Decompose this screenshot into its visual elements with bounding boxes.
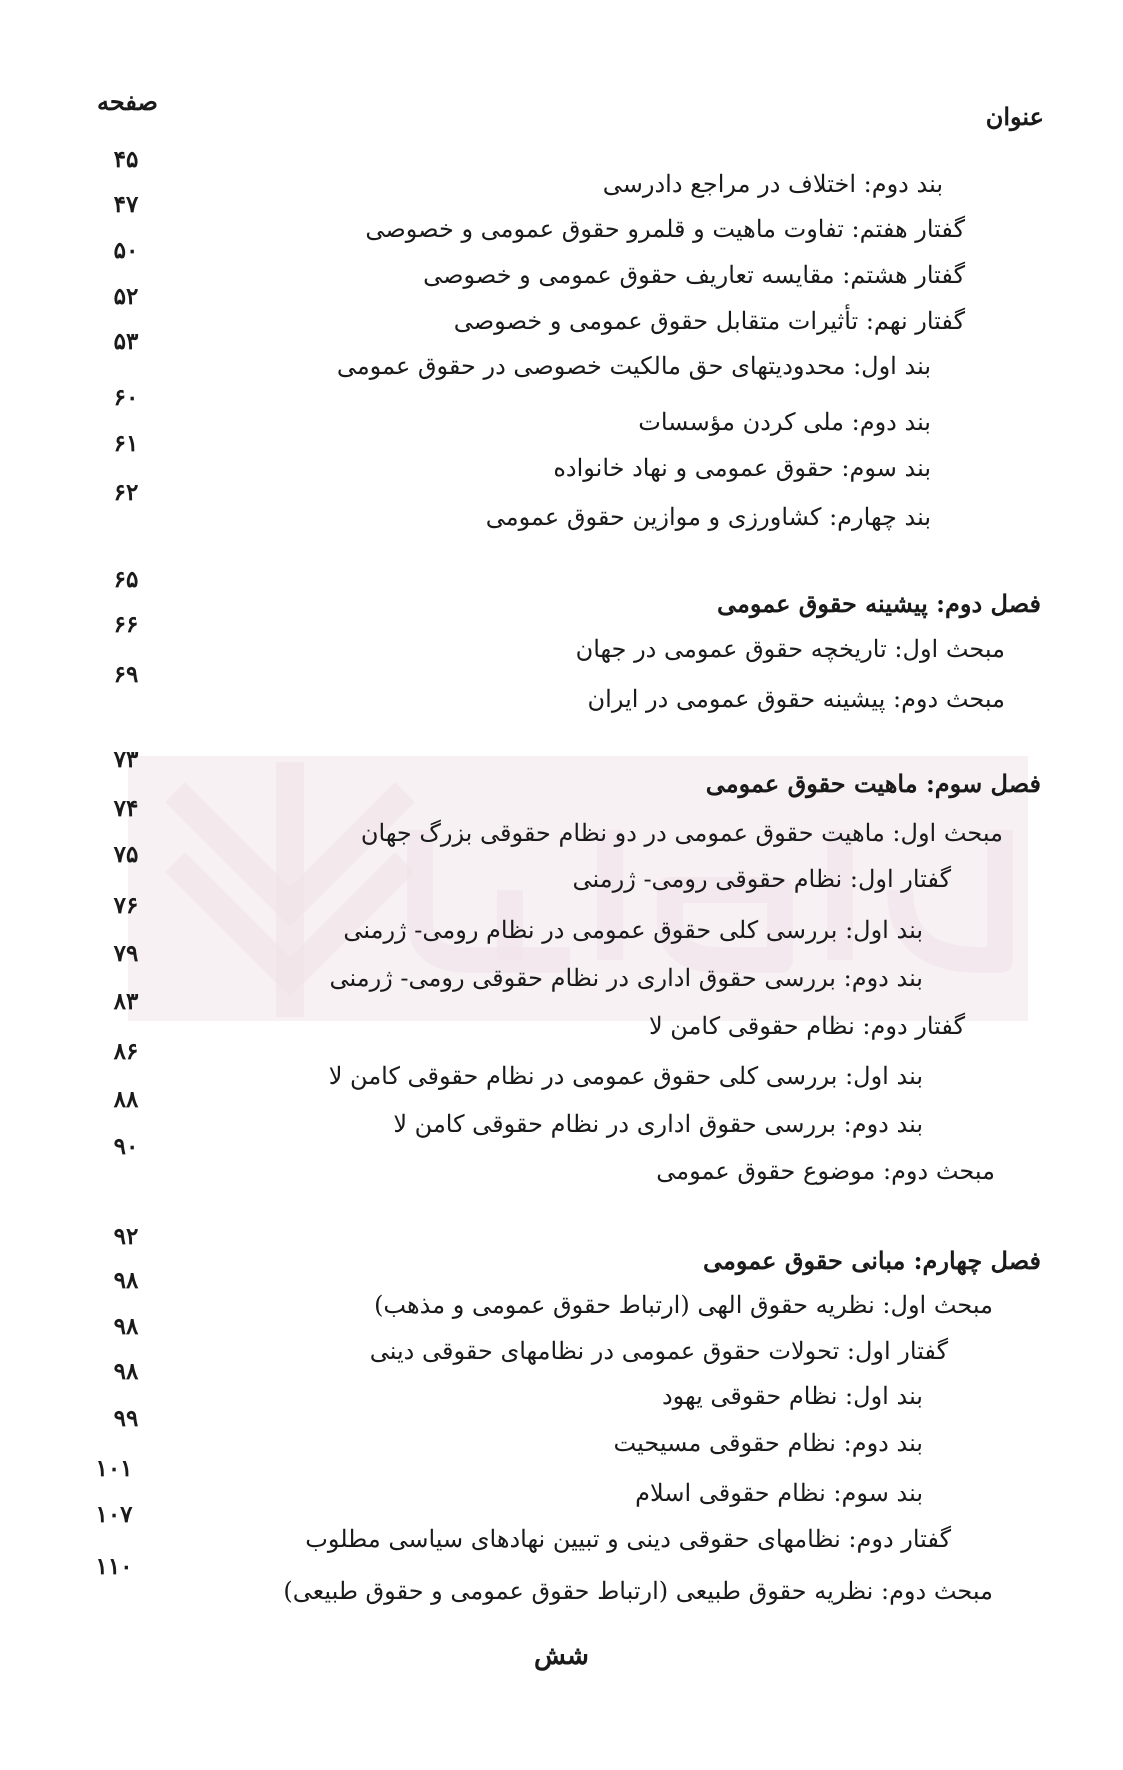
entry-title: گفتار هشتم: مقایسه تعاریف حقوق عمومی و خصوصی xyxy=(423,261,965,289)
toc-chapter xyxy=(0,566,1123,625)
entry-title: بند اول: نظام حقوقی یهود xyxy=(661,1382,923,1410)
entry-title: گفتار اول: تحولات حقوق عمومی در نظامهای حقوقی دینی xyxy=(369,1337,948,1365)
entry-title: بند اول: محدودیتهای حق مالکیت خصوصی در حقوق عمومی xyxy=(336,352,931,380)
toc-entry xyxy=(0,146,1123,205)
entry-page-number: ۸۸ xyxy=(113,1086,139,1113)
toc-entry xyxy=(0,283,1123,342)
entry-page-number: ۵۰ xyxy=(113,237,139,264)
entry-page-number: ۹۸ xyxy=(113,1267,139,1294)
toc-entry xyxy=(0,1086,1123,1145)
toc-entry xyxy=(0,611,1123,670)
entry-title: گفتار دوم: نظام حقوقی کامن لا xyxy=(648,1012,965,1040)
entry-title: بند اول: بررسی کلی حقوق عمومی در نظام حقوقی کامن لا xyxy=(328,1062,923,1090)
entry-title: بند دوم: بررسی حقوق اداری در نظام حقوقی رومی- ژرمنی xyxy=(329,964,923,992)
entry-title: مبحث اول: نظریه حقوق الهی (ارتباط حقوق عمومی و مذهب) xyxy=(374,1291,993,1319)
entry-page-number: ۹۹ xyxy=(113,1405,139,1432)
toc-entry xyxy=(0,892,1123,951)
toc-entry xyxy=(0,1313,1123,1372)
entry-title: گفتار هفتم: تفاوت ماهیت و قلمرو حقوق عمومی و خصوصی xyxy=(365,215,965,243)
entry-title: بند اول: بررسی کلی حقوق عمومی در نظام رومی- ژرمنی xyxy=(343,916,923,944)
entry-page-number: ۶۶ xyxy=(113,611,139,638)
entry-page-number: ۵۲ xyxy=(113,283,139,310)
entry-page-number: ۴۷ xyxy=(113,191,139,218)
toc-entry xyxy=(0,1267,1123,1326)
footer-page-number: شش xyxy=(534,1641,589,1671)
title-column-header: عنوان xyxy=(985,102,1044,131)
entry-page-number: ۶۹ xyxy=(113,661,139,688)
entry-page-number: ۱۰۱ xyxy=(95,1455,133,1482)
toc-entry xyxy=(0,430,1123,489)
entry-page-number: ۶۱ xyxy=(113,430,139,457)
entry-page-number: ۴۵ xyxy=(113,146,139,173)
entry-title: بند دوم: نظام حقوقی مسیحیت xyxy=(613,1429,923,1457)
entry-page-number: ۷۹ xyxy=(113,940,139,967)
page-column-header: صفحه xyxy=(97,87,158,116)
toc-entry xyxy=(0,191,1123,250)
entry-page-number: ۶۰ xyxy=(113,384,139,411)
toc-entry xyxy=(0,1455,1123,1514)
toc-entry xyxy=(0,661,1123,720)
entry-page-number: ۹۰ xyxy=(113,1133,139,1160)
entry-page-number: ۹۸ xyxy=(113,1313,139,1340)
entry-title: بند چهارم: کشاورزی و موازین حقوق عمومی xyxy=(485,503,931,531)
chapter-title: فصل سوم: ماهیت حقوق عمومی xyxy=(705,769,1041,798)
toc-entry xyxy=(0,1405,1123,1464)
toc-entry xyxy=(0,384,1123,443)
toc-entry xyxy=(0,1133,1123,1192)
toc-entry xyxy=(0,841,1123,900)
entry-page-number: ۷۶ xyxy=(113,892,139,919)
entry-title: بند دوم: بررسی حقوق اداری در نظام حقوقی کامن لا xyxy=(393,1110,923,1138)
entry-page-number: ۸۶ xyxy=(113,1038,139,1065)
entry-title: گفتار دوم: نظامهای حقوقی دینی و تبیین نهادهای سیاسی مطلوب xyxy=(305,1525,951,1553)
entry-page-number: ۶۲ xyxy=(113,479,139,506)
entry-page-number: ۱۰۷ xyxy=(95,1501,133,1528)
entry-title: مبحث دوم: پیشینه حقوق عمومی در ایران xyxy=(587,685,1005,713)
entry-title: بند سوم: نظام حقوقی اسلام xyxy=(635,1479,923,1507)
entry-page-number: ۶۵ xyxy=(113,566,139,593)
chapter-title: فصل دوم: پیشینه حقوق عمومی xyxy=(716,589,1041,618)
toc-chapter xyxy=(0,1223,1123,1282)
entry-page-number: ۹۸ xyxy=(113,1358,139,1385)
entry-page-number: ۷۵ xyxy=(113,841,139,868)
toc-entry xyxy=(0,988,1123,1047)
entry-page-number: ۱۱۰ xyxy=(95,1553,133,1580)
toc-entry xyxy=(0,1501,1123,1560)
entry-title: مبحث دوم: موضوع حقوق عمومی xyxy=(656,1157,995,1185)
entry-page-number: ۵۳ xyxy=(113,328,139,355)
entry-page-number: ۷۳ xyxy=(113,746,139,773)
toc-entry xyxy=(0,940,1123,999)
entry-title: مبحث دوم: نظریه حقوق طبیعی (ارتباط حقوق عمومی و حقوق طبیعی) xyxy=(283,1577,993,1605)
toc-entry xyxy=(0,479,1123,538)
entry-title: مبحث اول: ماهیت حقوق عمومی در دو نظام حقوقی بزرگ جهان xyxy=(360,819,1003,847)
entry-title: گفتار نهم: تأثیرات متقابل حقوق عمومی و خصوصی xyxy=(453,307,965,335)
entry-title: بند دوم: ملی کردن مؤسسات xyxy=(638,408,931,436)
toc-entry xyxy=(0,237,1123,296)
toc-chapter xyxy=(0,746,1123,805)
toc-entry xyxy=(0,1358,1123,1417)
entry-title: بند سوم: حقوق عمومی و نهاد خانواده xyxy=(553,454,931,482)
toc-entry xyxy=(0,1038,1123,1097)
chapter-title: فصل چهارم: مبانی حقوق عمومی xyxy=(703,1246,1041,1275)
entry-title: مبحث اول: تاریخچه حقوق عمومی در جهان xyxy=(575,635,1005,663)
toc-entry xyxy=(0,328,1123,387)
entry-title: بند دوم: اختلاف در مراجع دادرسی xyxy=(602,170,943,198)
entry-page-number: ۸۳ xyxy=(113,988,139,1015)
toc-entry xyxy=(0,795,1123,854)
entry-page-number: ۷۴ xyxy=(113,795,139,822)
entry-title: گفتار اول: نظام حقوقی رومی- ژرمنی xyxy=(572,865,951,893)
entry-page-number: ۹۲ xyxy=(113,1223,139,1250)
toc-entry xyxy=(0,1553,1123,1612)
